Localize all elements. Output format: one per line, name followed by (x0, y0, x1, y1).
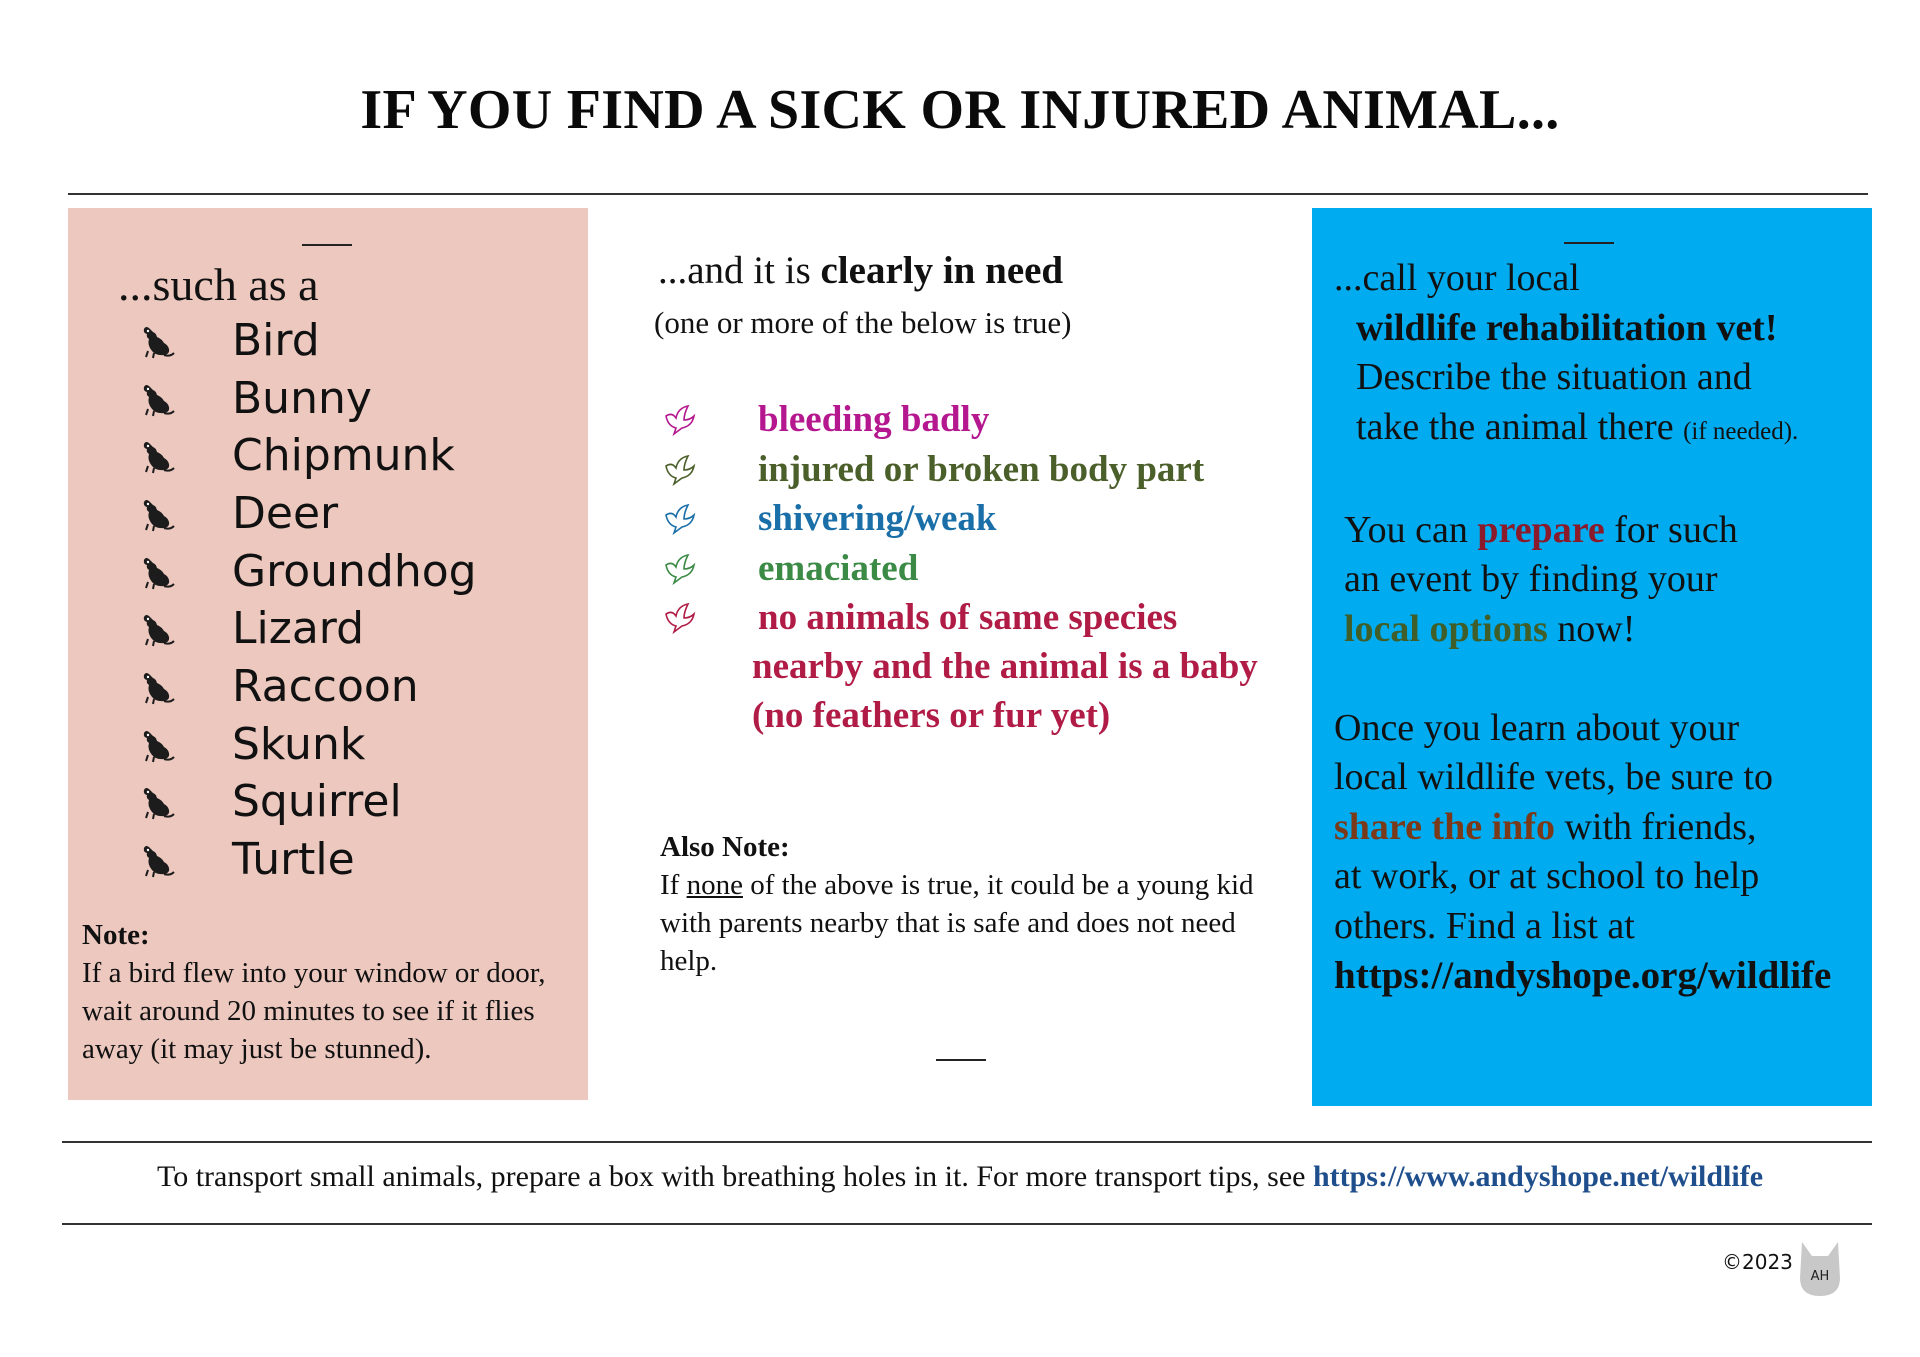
middle-dash (936, 1059, 986, 1061)
spacer (1334, 654, 1874, 704)
you-can-text: You can (1344, 508, 1478, 551)
need-heading-pre: ...and it is (658, 249, 821, 292)
transport-tips-link[interactable]: https://www.andyshope.net/wildlife (1312, 1160, 1764, 1193)
need-heading (658, 248, 1063, 293)
animal-list-item (138, 370, 477, 428)
cat-logo-icon (1798, 1238, 1842, 1298)
animal-name: Turtle (232, 834, 355, 886)
also-note-underline: none (686, 869, 743, 901)
event-line: an event by finding your (1344, 558, 1718, 600)
animal-name: Deer (232, 487, 339, 539)
rat-icon (138, 725, 178, 765)
rat-icon (138, 321, 178, 361)
animal-list (138, 312, 477, 889)
symptom-item (662, 596, 1302, 646)
also-note-text (660, 866, 1300, 980)
once-line-2: local wildlife vets, be sure to (1334, 756, 1773, 798)
animal-list-item (138, 543, 477, 601)
animal-list-item (138, 312, 477, 370)
wildlife-list-link[interactable]: https://andyshope.org/wildlife (1334, 954, 1832, 997)
for-such-text: for such (1604, 508, 1738, 551)
prepare-line (1334, 506, 1874, 556)
call-vet-text (1334, 254, 1874, 1001)
symptom-list (662, 398, 1302, 646)
animals-intro: ...such as a (118, 259, 319, 310)
note-text: If a bird flew into your window or door, wait around 20 minutes to see if it flies away (it may just be stunned). (82, 957, 546, 1065)
rat-icon (138, 609, 178, 649)
local-options-word: local options (1344, 607, 1548, 650)
dove-icon (662, 600, 698, 636)
rat-icon (138, 667, 178, 707)
symptom-text: emaciated (758, 547, 919, 589)
right-panel-dash (1564, 242, 1614, 244)
symptom-text: bleeding badly (758, 399, 990, 440)
animal-list-item (138, 774, 477, 832)
footer-top-divider (62, 1141, 1872, 1143)
symptom-text: shivering/weak (758, 498, 997, 539)
animal-name: Groundhog (232, 545, 477, 597)
also-note-heading: Also Note: (660, 831, 790, 863)
logo-text: AH (1810, 1269, 1830, 1284)
animal-name: Squirrel (232, 776, 402, 828)
need-subheading: (one or more of the below is true) (654, 305, 1072, 340)
take-animal-line (1334, 403, 1874, 457)
rat-icon (138, 782, 178, 822)
animal-list-item (138, 600, 477, 658)
also-note-pre: If (660, 869, 687, 901)
transport-tip (0, 1160, 1920, 1194)
need-heading-bold: clearly in need (820, 249, 1064, 292)
prepare-word: prepare (1477, 508, 1605, 551)
footer-bottom-divider (62, 1223, 1872, 1225)
animal-name: Skunk (232, 718, 366, 770)
call-line: ...call your local (1334, 257, 1580, 299)
rat-icon (138, 552, 178, 592)
symptom-text: injured or broken body part (758, 448, 1205, 490)
animal-name: Bunny (232, 372, 372, 424)
share-line (1334, 803, 1874, 853)
copyright: ©2023 (1722, 1250, 1793, 1274)
note-heading: Note: (82, 919, 150, 951)
animal-name: Lizard (232, 603, 365, 655)
rat-icon (138, 494, 178, 534)
animal-name: Chipmunk (232, 430, 455, 482)
vet-line: wildlife rehabilitation vet! (1356, 306, 1778, 349)
dove-icon (662, 501, 698, 537)
share-info-word: share the info (1334, 805, 1555, 848)
symptom-item (662, 448, 1302, 498)
with-friends-text: with friends, (1554, 805, 1757, 848)
symptom-text: no animals of same species (758, 597, 1178, 638)
if-needed-text: (if needed). (1683, 417, 1799, 445)
dove-icon (662, 551, 698, 587)
rat-icon (138, 436, 178, 476)
rat-icon (138, 840, 178, 880)
spacer (1334, 456, 1874, 506)
animal-list-item (138, 485, 477, 543)
animal-name: Raccoon (232, 660, 419, 712)
top-divider (68, 193, 1868, 195)
page-title: IF YOU FIND A SICK OR INJURED ANIMAL... (360, 79, 1560, 141)
animal-list-item (138, 716, 477, 774)
describe-line: Describe the situation and (1356, 356, 1752, 398)
symptom-continuation: nearby and the animal is a baby (no feathers or fur yet) (752, 646, 1258, 736)
local-options-line (1334, 605, 1874, 655)
left-panel-dash (302, 244, 352, 246)
dove-icon (662, 402, 698, 438)
take-animal-text: take the animal there (1356, 405, 1684, 448)
animal-list-item (138, 658, 477, 716)
animal-name: Bird (232, 314, 320, 366)
rat-icon (138, 379, 178, 419)
also-note (660, 828, 1300, 980)
find-list-line: others. Find a list at (1334, 904, 1635, 947)
bird-window-note (82, 916, 582, 1068)
dove-icon (662, 452, 698, 488)
animal-list-item (138, 427, 477, 485)
symptom-item (662, 547, 1302, 597)
now-text: now! (1547, 607, 1636, 650)
also-note-post: of the above is true, it could be a young kid with parents nearby that is safe and does not need help. (660, 869, 1254, 977)
symptom-item (662, 398, 1302, 448)
once-line-1: Once you learn about your (1334, 706, 1740, 749)
at-work-line: at work, or at school to help (1334, 855, 1760, 897)
animal-list-item (138, 831, 477, 889)
transport-tip-text: To transport small animals, prepare a box with breathing holes in it. For more transport tips, see (156, 1160, 1313, 1193)
symptom-item (662, 497, 1302, 547)
